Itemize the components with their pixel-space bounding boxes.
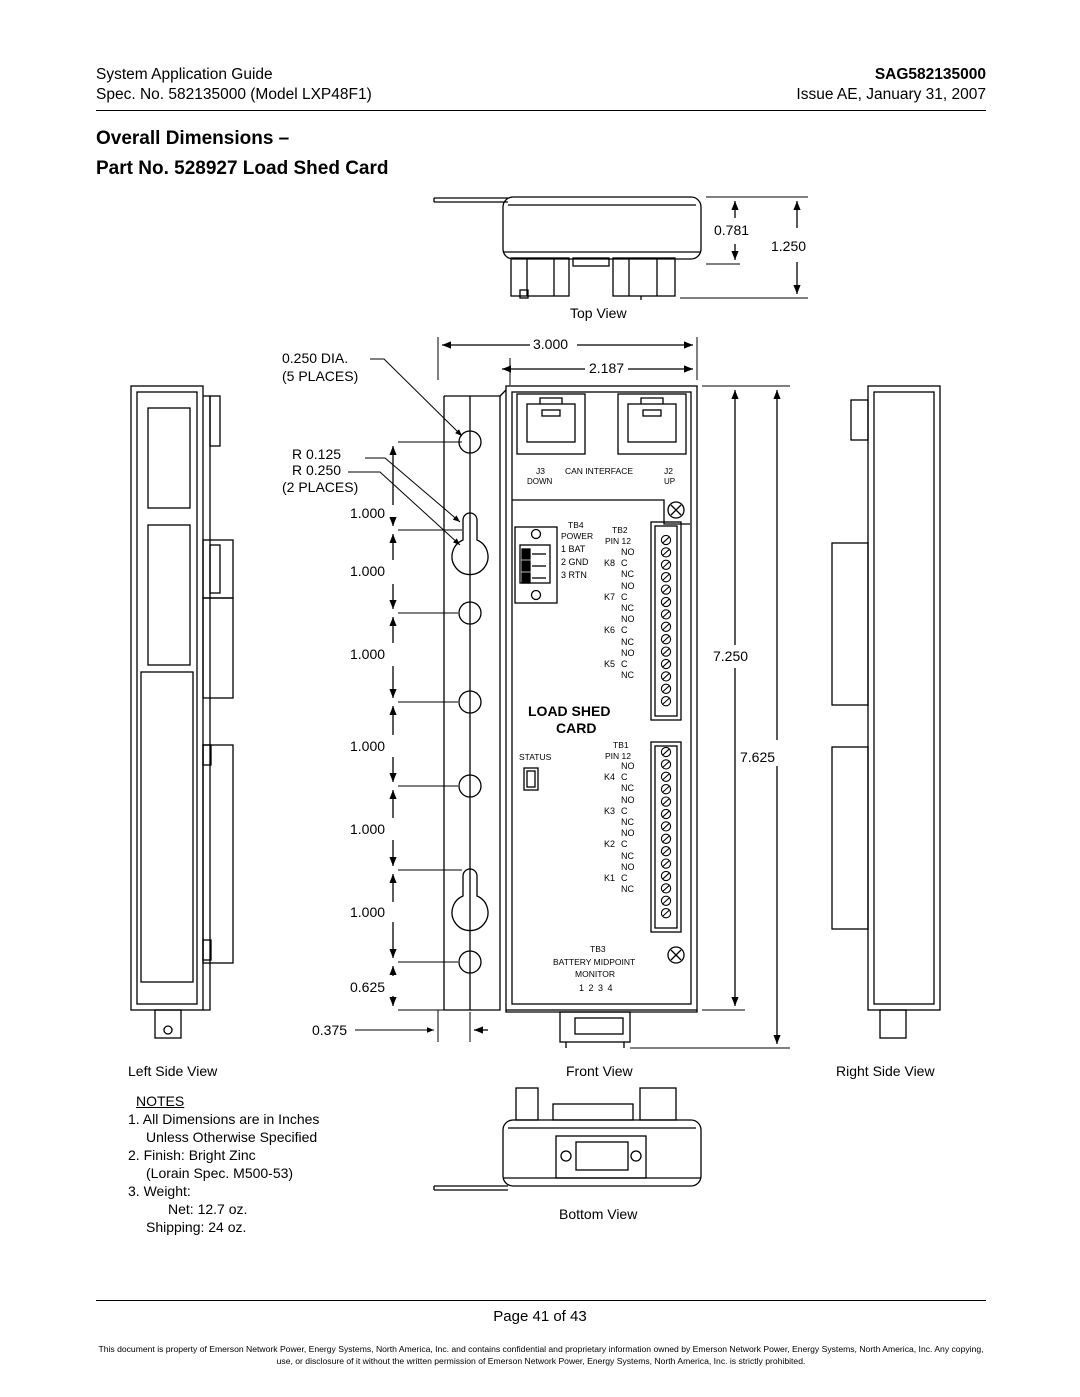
terminal-screw-slot: [663, 698, 670, 704]
dim-3000: 3.000: [533, 336, 569, 352]
terminal-screw-slot: [663, 823, 670, 829]
spec-number: Spec. No. 582135000 (Model LXP48F1): [96, 86, 372, 103]
notes-heading: NOTES: [136, 1093, 185, 1109]
contact-label: C: [621, 659, 628, 669]
terminal-screw-slot: [663, 811, 670, 817]
page-title-line2: Part No. 528927 Load Shed Card: [96, 158, 389, 179]
relay-label: K2: [604, 839, 616, 850]
j3-label: J3: [536, 466, 545, 476]
dim-pitch-3: 1.000: [350, 646, 386, 662]
note-3-net: Net: 12.7 oz.: [168, 1201, 248, 1217]
terminal-screw-slot: [663, 798, 670, 804]
relay-label: K1: [604, 872, 616, 883]
note-3: 3. Weight:: [128, 1183, 191, 1199]
dim-r-places: (2 PLACES): [282, 479, 359, 495]
bmm-pins: 1 2 3 4: [579, 983, 614, 993]
dim-0375: 0.375: [312, 1022, 348, 1038]
contact-label: C: [621, 591, 628, 602]
tb2-pin12-label: PIN 12: [605, 536, 631, 546]
contact-label: NC: [621, 670, 634, 681]
left-side-view-label: Left Side View: [128, 1063, 218, 1079]
terminal-screw-slot: [663, 636, 670, 642]
terminal-screw-slot: [663, 648, 670, 654]
doc-id: SAG582135000: [874, 66, 986, 83]
terminal-screw-slot: [663, 611, 670, 617]
dim-0781: 0.781: [714, 222, 750, 238]
contact-label: C: [621, 625, 628, 636]
dim-dia: 0.250 DIA.: [282, 350, 349, 366]
contact-label: C: [621, 772, 628, 783]
contact-label: NO: [621, 580, 635, 591]
dim-pitch-4: 1.000: [350, 738, 386, 754]
relay-label: K8: [604, 558, 616, 568]
terminal-screw-slot: [663, 562, 670, 568]
relay-label: K4: [604, 772, 616, 782]
dim-dia-places: (5 PLACES): [282, 368, 359, 384]
page-number: Page 41 of 43: [493, 1308, 587, 1325]
card-name-line1: LOAD SHED: [528, 703, 611, 719]
terminal-screw-slot: [663, 774, 670, 780]
note-3-shipping: Shipping: 24 oz.: [146, 1219, 247, 1235]
terminal-screw-slot: [663, 860, 670, 866]
terminal-screw-slot: [663, 574, 670, 580]
issue-date: Issue AE, January 31, 2007: [796, 86, 986, 103]
contact-label: NC: [621, 783, 634, 794]
contact-label: NC: [621, 603, 634, 613]
contact-label: NO: [621, 828, 635, 839]
terminal-screw-slot: [663, 836, 670, 842]
contact-label: NC: [621, 636, 634, 647]
relay-label: K7: [604, 591, 616, 602]
terminal-screw-slot: [663, 549, 670, 555]
top-view-label: Top View: [570, 305, 627, 321]
doc-title: System Application Guide: [96, 66, 273, 83]
dim-0625: 0.625: [350, 979, 386, 995]
card-name-line2: CARD: [556, 720, 597, 736]
contact-label: C: [621, 558, 628, 569]
relay-label: K5: [604, 658, 616, 669]
dim-pitch-2: 1.000: [350, 563, 386, 579]
terminal-screw-slot: [663, 786, 670, 792]
contact-label: NO: [621, 647, 635, 658]
terminal-screw-slot: [663, 537, 670, 543]
contact-label: NC: [621, 850, 634, 861]
terminal-screw-slot: [663, 885, 670, 891]
page-title-line1: Overall Dimensions –: [96, 128, 290, 149]
power-label: POWER: [561, 531, 594, 541]
contact-label: NO: [621, 547, 635, 557]
terminal-screw-slot: [663, 686, 670, 692]
terminal-screw-slot: [663, 599, 670, 605]
dim-7250: 7.250: [713, 648, 749, 664]
proprietary-notice: This document is property of Emerson Network Power, Energy Systems, North America, Inc. and contains confidential and proprietary information owned by Emerson Network Power, Energy Systems, North America, Inc. Any copying, use, or disclosure of it without the written permission of Emerson Network Power, Energy Systems, North America, Inc. is strictly prohibited.: [98, 1344, 984, 1366]
terminal-screw-slot: [663, 873, 670, 879]
note-1-cont: Unless Otherwise Specified: [146, 1129, 318, 1145]
right-side-view-label: Right Side View: [836, 1063, 935, 1079]
bmm-label-line1: BATTERY MIDPOINT: [553, 957, 636, 967]
contact-label: NO: [621, 761, 635, 771]
dim-pitch-5: 1.000: [350, 821, 386, 837]
tb2-label: TB2: [612, 525, 628, 535]
terminal-screw-slot: [663, 898, 670, 904]
terminal-screw-slot: [663, 624, 670, 630]
dim-r0125: R 0.125: [292, 446, 342, 462]
tb1-pin12-label: PIN 12: [605, 751, 631, 761]
footer-rule: [96, 1300, 986, 1301]
terminal-screw-slot: [663, 749, 670, 755]
contact-label: C: [621, 873, 628, 883]
notes-block: [128, 1092, 319, 1236]
can-interface-label: CAN INTERFACE: [565, 466, 634, 476]
power-pin-3: 3 RTN: [561, 570, 587, 580]
contact-label: NC: [621, 569, 634, 580]
contact-label: C: [621, 805, 628, 816]
terminal-screw-slot: [663, 586, 670, 592]
power-pin-2: 2 GND: [561, 557, 589, 567]
dim-2187: 2.187: [589, 360, 625, 376]
j2-label: J2: [664, 466, 673, 476]
bmm-label-line2: MONITOR: [575, 969, 615, 979]
contact-label: NC: [621, 817, 634, 827]
terminal-screw-slot: [663, 673, 670, 679]
note-2-cont: (Lorain Spec. M500-53): [146, 1165, 294, 1181]
contact-label: NC: [621, 884, 634, 895]
terminal-screw-slot: [663, 848, 670, 854]
terminal-screw-slot: [663, 910, 670, 916]
power-pin-1: 1 BAT: [561, 544, 586, 554]
note-1: 1. All Dimensions are in Inches: [128, 1111, 320, 1127]
contact-label: C: [621, 839, 628, 850]
terminal-screw-slot: [663, 661, 670, 667]
terminal-screw-slot: [663, 761, 670, 767]
contact-label: NO: [621, 794, 635, 805]
relay-label: K6: [604, 625, 616, 636]
note-2: 2. Finish: Bright Zinc: [128, 1147, 256, 1163]
tb3-label: TB3: [590, 944, 606, 954]
bottom-view-label: Bottom View: [559, 1206, 638, 1222]
tb1-label: TB1: [613, 740, 629, 750]
dim-r0250: R 0.250: [292, 462, 342, 478]
up-label: UP: [664, 477, 676, 486]
front-view-label: Front View: [566, 1063, 633, 1079]
down-label: DOWN: [527, 477, 553, 486]
relay-label: K3: [604, 805, 616, 816]
tb4-label: TB4: [568, 520, 584, 530]
contact-label: NO: [621, 614, 635, 625]
dim-1250: 1.250: [771, 238, 807, 254]
dim-pitch-6: 1.000: [350, 904, 386, 920]
status-label: STATUS: [519, 752, 552, 762]
dim-7625: 7.625: [740, 749, 776, 765]
dim-pitch-1: 1.000: [350, 505, 386, 521]
contact-label: NO: [621, 861, 635, 872]
